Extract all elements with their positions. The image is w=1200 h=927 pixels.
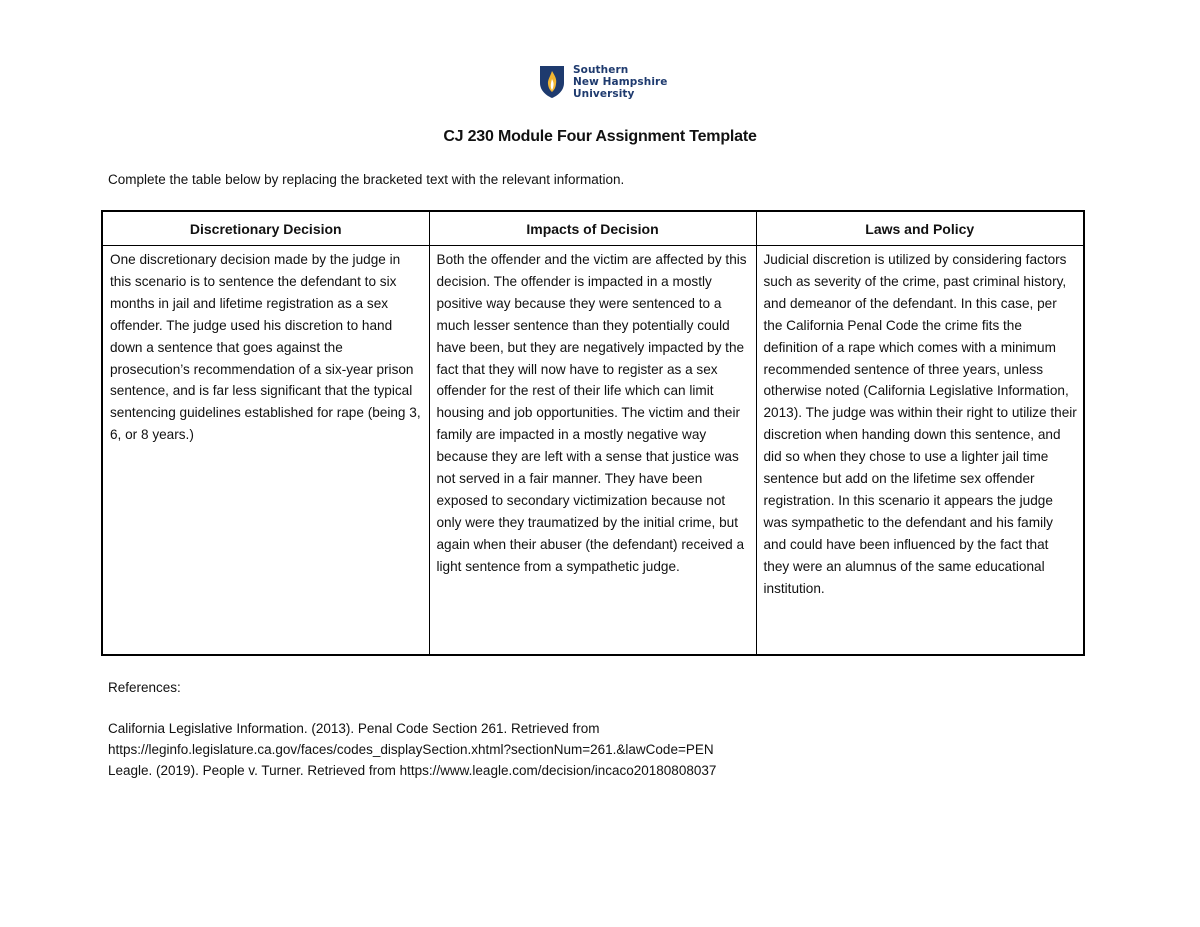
university-name [573,64,668,100]
shield-flame-icon [539,65,565,99]
reference-url: https://leginfo.legislature.ca.gov/faces/codes_displaySection.xhtml?sectionNum=261.&lawCode=PEN [108,742,714,757]
column-header: Impacts of Decision [429,211,756,246]
laws-and-policy-cell[interactable]: Judicial discretion is utilized by considering factors such as severity of the crime, past criminal history, and demeanor of the defendant. In this case, per the California Penal Code the crime fits the definition of a rape which comes with a minimum recommended sentence of three years, unless otherwise noted (California Legislative Information, 2013). The judge was within their right to utilize their discretion when handing down this sentence, and did so when they chose to use a lighter jail time sentence but add on the lifetime sex offender registration. In this scenario it appears the judge was sympathetic to the defendant and his family and could have been influenced by the fact that they were an alumnus of the same educational institution. [756,246,1084,656]
logo-line: Southern [573,64,629,76]
table-header-row [102,211,1084,246]
logo-line: New Hampshire [573,76,668,88]
references-heading: References: [108,680,181,695]
column-header: Laws and Policy [756,211,1084,246]
assignment-table [101,210,1085,656]
page-title: CJ 230 Module Four Assignment Template [443,128,757,145]
snhu-logo [539,64,668,100]
logo-line: University [573,88,635,100]
table-row [102,246,1084,656]
discretionary-decision-cell[interactable]: One discretionary decision made by the judge in this scenario is to sentence the defendant to six months in jail and lifetime registration as a sex offender. The judge used his discretion to hand down a sentence that goes against the prosecution’s recommendation of a six-year prison sentence, and is far less significant that the typical sentencing guidelines established for rape (being 3, 6, or 8 years.) [102,246,429,656]
column-header: Discretionary Decision [102,211,429,246]
reference-entry [108,718,714,760]
reference-entry: Leagle. (2019). People v. Turner. Retrieved from https://www.leagle.com/decision/incaco20180808037 [108,763,717,778]
reference-line: California Legislative Information. (2013). Penal Code Section 261. Retrieved from [108,721,600,736]
impacts-of-decision-cell[interactable]: Both the offender and the victim are affected by this decision. The offender is impacted in a mostly positive way because they were sentenced to a much lesser sentence than they potentially could have been, but they are negatively impacted by the fact that they will now have to register as a sex offender for the rest of their life which can limit housing and job opportunities. The victim and their family are impacted in a mostly negative way because they are left with a sense that justice was not served in a fair manner. They have been exposed to secondary victimization because not only were they traumatized by the initial crime, but again when their abuser (the defendant) received a light sentence from a sympathetic judge. [429,246,756,656]
instruction-text: Complete the table below by replacing the bracketed text with the relevant information. [108,172,625,187]
